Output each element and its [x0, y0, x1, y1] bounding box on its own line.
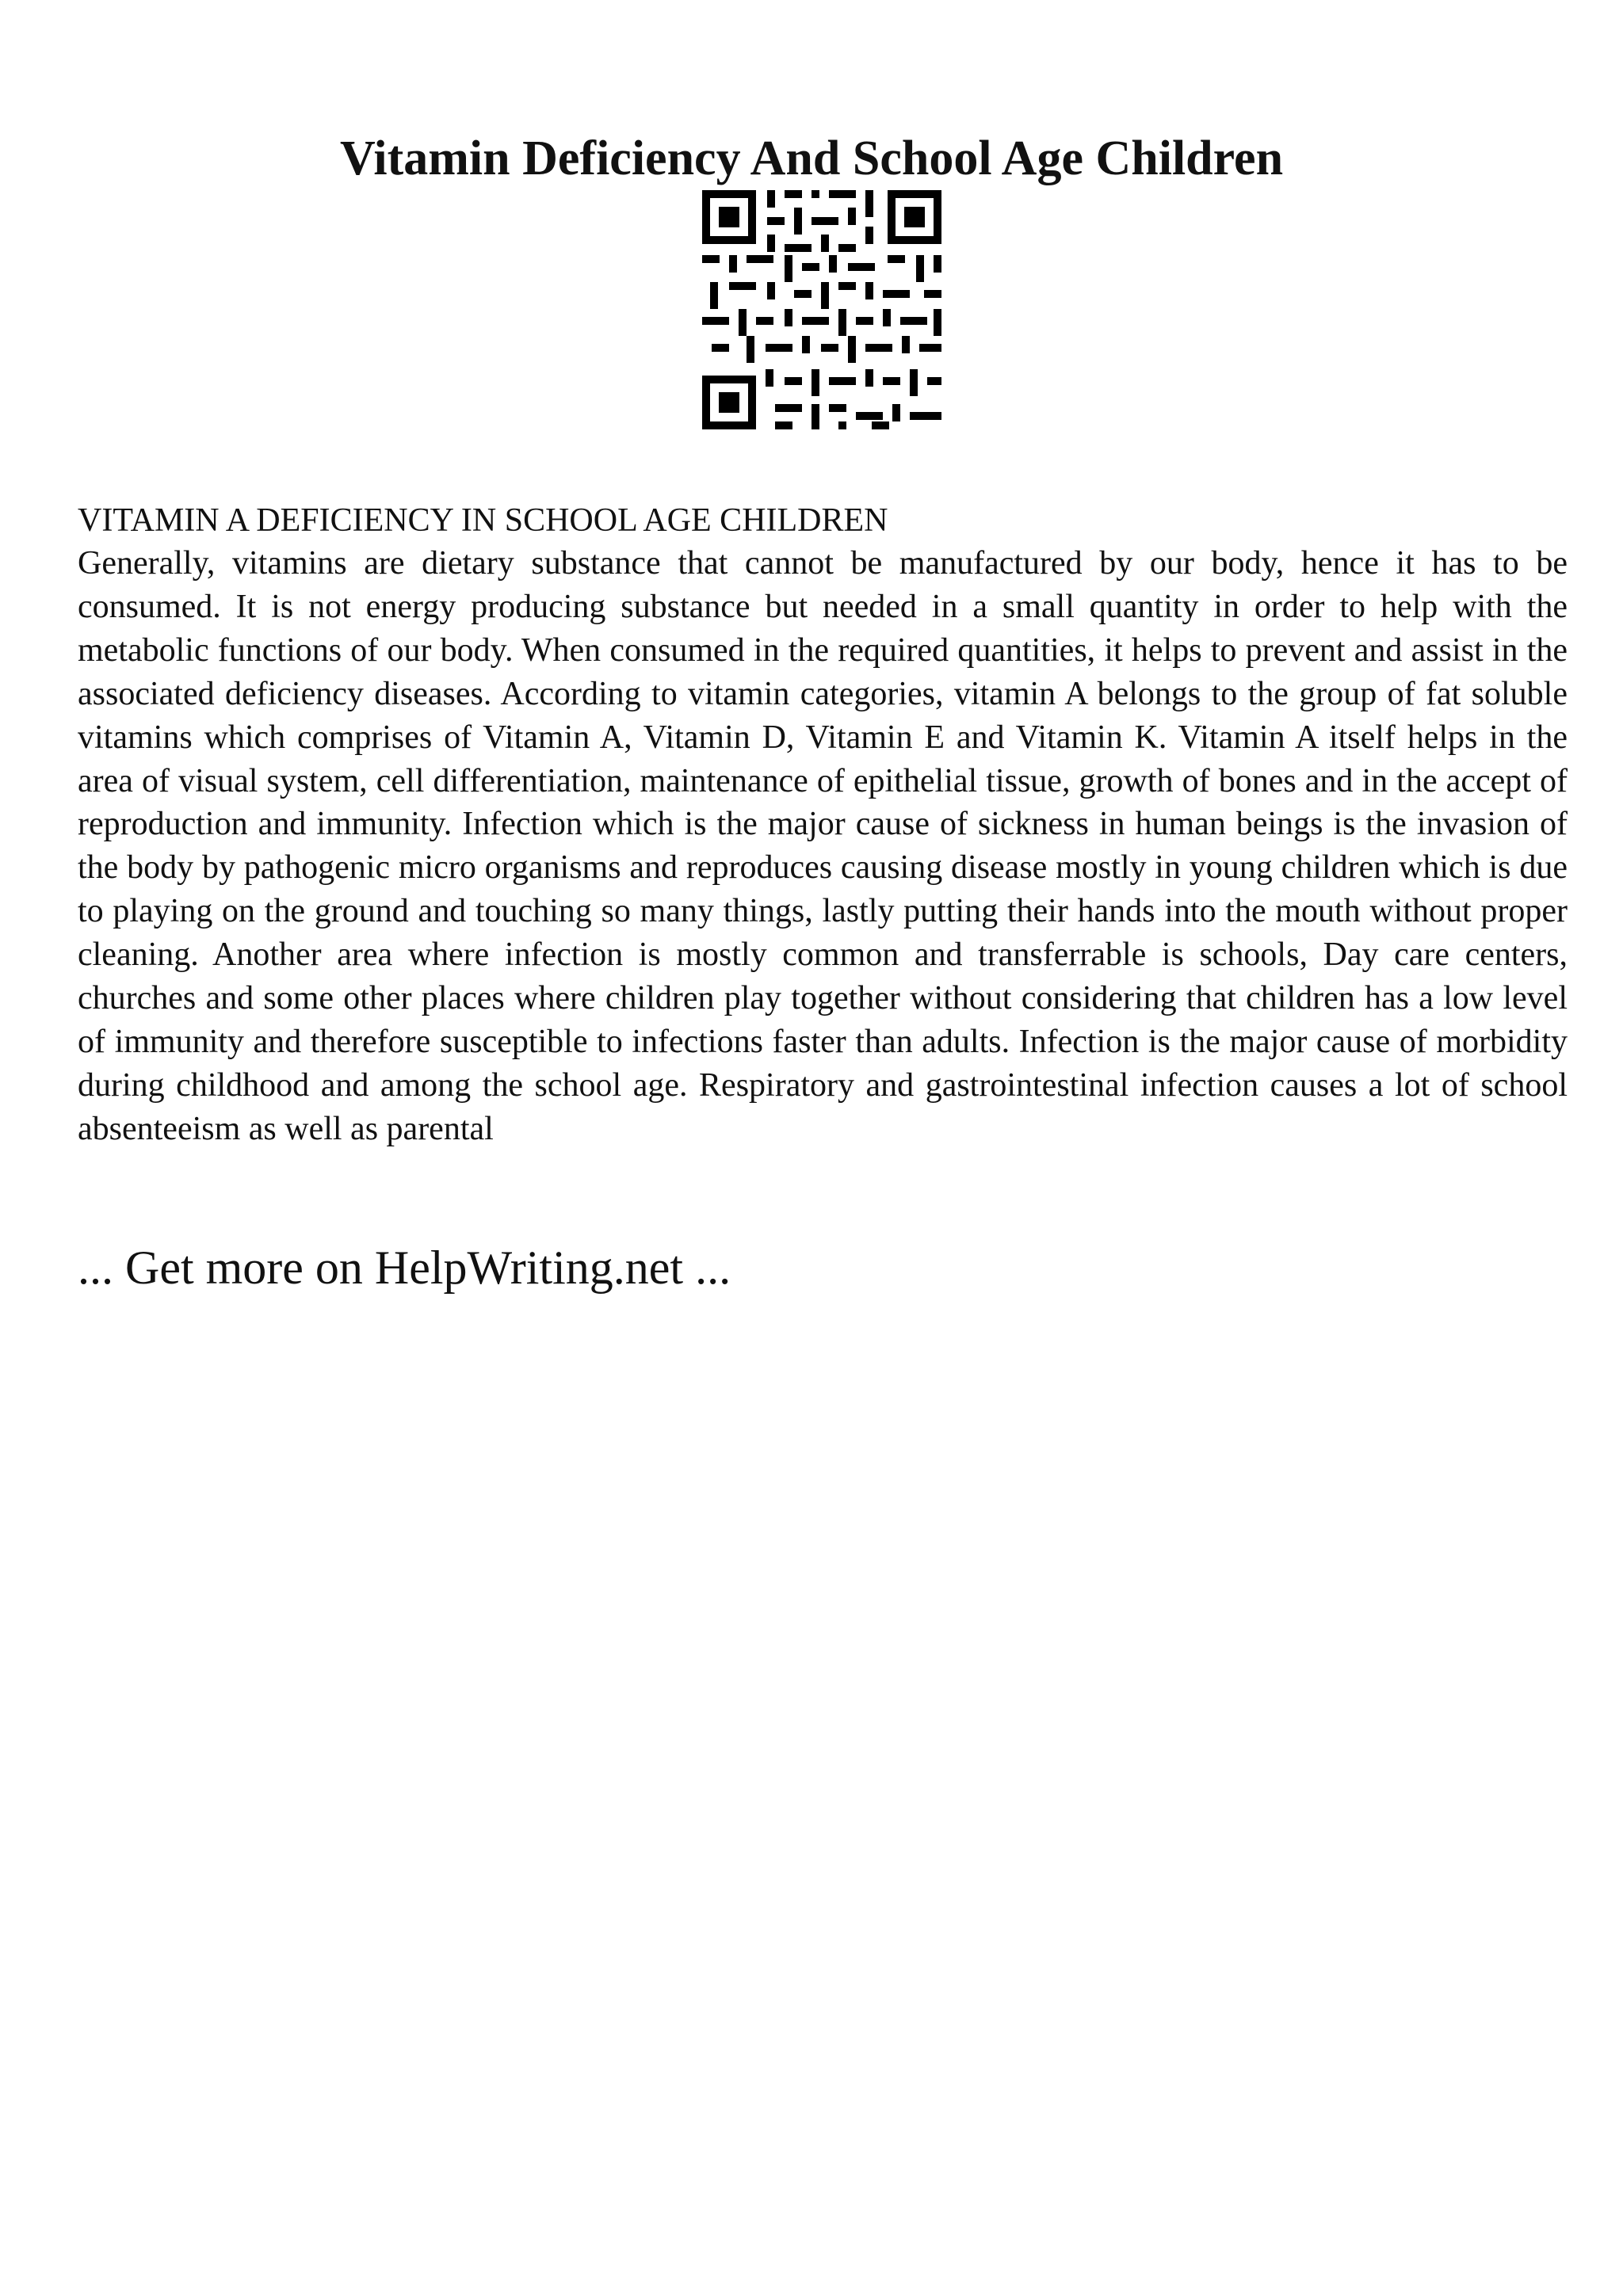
document-title: Vitamin Deficiency And School Age Children: [339, 131, 1284, 185]
qr-finder-bottom-left: [702, 376, 756, 429]
section-heading: VITAMIN A DEFICIENCY IN SCHOOL AGE CHILDREN: [78, 502, 888, 539]
article-body-text: Generally, vitamins are dietary substance that cannot be manufactured by our body, hence it has to be consumed. It is not energy producing substance but needed in a small quantity in order to help with the metabolic functions of our body. When consumed in the required quantities, it helps to prevent and assist in the associated deficiency diseases. According to vitamin categories, vitamin A belongs to the group of fat soluble vitamins which comprises of Vitamin A, Vitamin D, Vitamin E and Vitamin K. Vitamin A itself helps in the area of visual system, cell differentiation, maintenance of epithelial tissue, growth of bones and in the accept of reproduction and immunity. Infection which is the major cause of sickness in human beings is the invasion of the body by pathogenic micro organisms and reproduces causing disease mostly in young children which is due to playing on the ground and touching so many things, lastly putting their hands into the mouth without proper cleaning. Another area where infection is mostly common and transferrable is schools, Day care centers, churches and some other places where children play together without considering that children has a low level of immunity and therefore susceptible to infections faster than adults. Infection is the major cause of morbidity during childhood and among the school age. Respiratory and gastrointestinal infection causes a lot of school absenteeism as well as parental: [78, 545, 1568, 1147]
qr-code-icon[interactable]: [702, 190, 941, 429]
qr-finder-top-right: [888, 190, 941, 244]
get-more-link[interactable]: ... Get more on HelpWriting.net ...: [78, 1241, 731, 1294]
article-content: [78, 499, 1568, 1151]
qr-finder-top-left: [702, 190, 756, 244]
